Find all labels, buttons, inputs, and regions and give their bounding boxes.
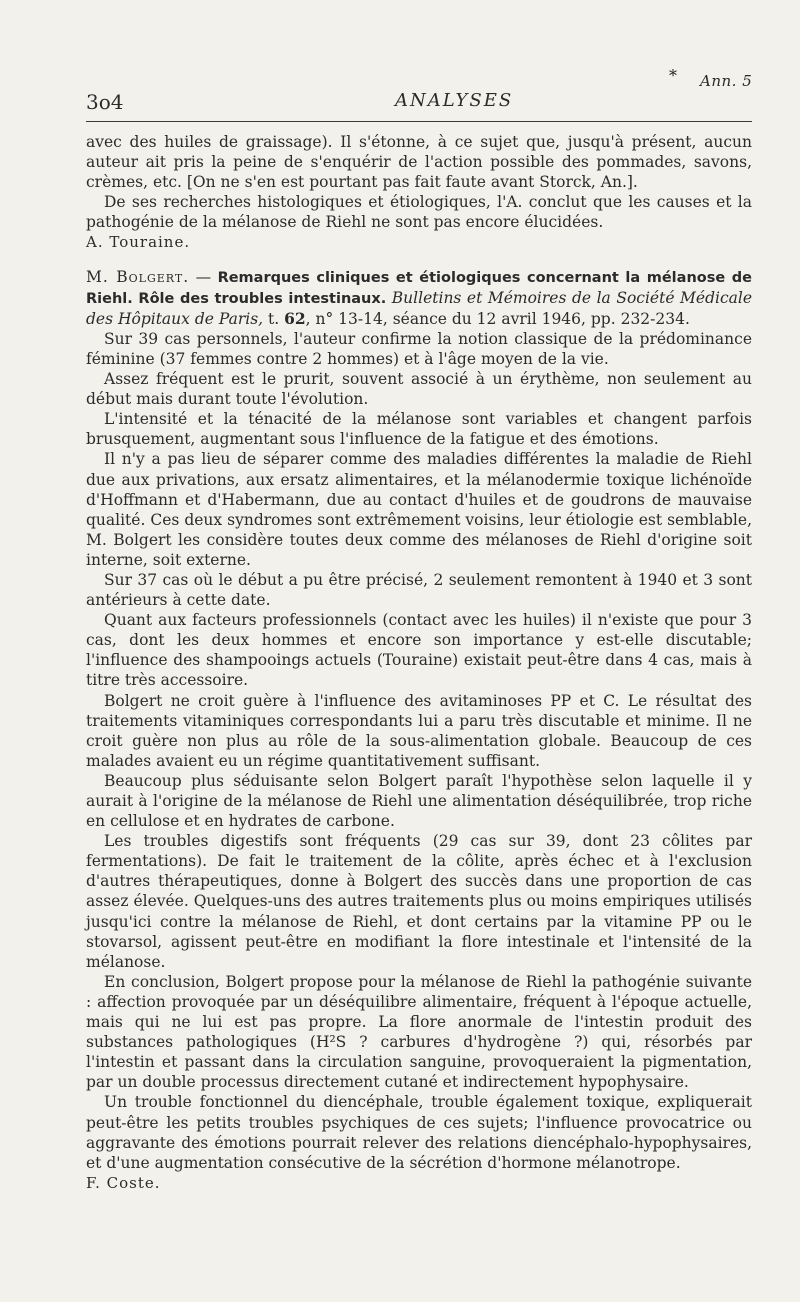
article2-paragraph-4: Il n'y a pas lieu de séparer comme des maladies différentes la maladie de Riehl due aux privations, aux ersatz alimentaires, et la mélanodermie toxique lichénoïde d'Hoffmann et d'Habermann, due au contact d'huiles et de goudrons de mauvaise qualité. Ces deux syndromes sont extrêmement voisins, leur étiologie est semblable, M. Bolgert les considère toutes deux comme des mélanoses de Riehl d'origine soit interne, soit externe. (86, 450, 752, 569)
margin-mark: * (669, 66, 677, 85)
section-gap (86, 253, 752, 267)
article2-paragraph-5: Sur 37 cas où le début a pu être précisé, 2 seulement remontent à 1940 et 3 sont antérieurs à cette date. (86, 570, 752, 610)
page-body (86, 132, 752, 1193)
article1-paragraph-2: De ses recherches histologiques et étiologiques, l'A. conclut que les causes et la pathogénie de la mélanose de Riehl ne sont pas encore élucidées. (86, 193, 752, 232)
article2-dash: — (189, 267, 218, 286)
article2-paragraph-10: En conclusion, Bolgert propose pour la mélanose de Riehl la pathogénie suivante : affection provoquée par un déséquilibre alimentaire, fréquent à l'époque actuelle, mais qui ne lui est pas propre. La flore anormale de l'intestin produit des substances pathologiques (H²S ? carbures d'hydrogène ?) qui, résorbés par l'intestin et passant dans la circulation sanguine, provoqueraient la pigmentation, par un double processus directement cutané et indirectement hypophysaire. (86, 972, 752, 1092)
article1-signature: A. Touraine. (86, 233, 191, 252)
article2-heading (86, 267, 752, 329)
article2-paragraph-1: Sur 39 cas personnels, l'auteur confirme la notion classique de la prédominance féminine (37 femmes contre 2 hommes) et à l'âge moyen de la vie. (86, 329, 752, 368)
page-number: 3o4 (86, 90, 124, 114)
article2-paragraph-11: Un trouble fonctionnel du diencéphale, trouble également toxique, expliquerait peut-être les petits troubles psychiques de ces sujets; l'influence provocatrice ou aggravante des émotions pourrait relever des relations diencéphalo-hypophysaires, et d'une augmentation consécutive de la sécrétion d'hormone mélanotrope. (86, 1093, 752, 1172)
article2-volume: 62 (284, 308, 306, 328)
article2-signature: F. Coste. (86, 1173, 161, 1192)
article2-paragraph-6: Quant aux facteurs professionnels (contact avec les huiles) il n'existe que pour 3 cas, dont les deux hommes et encore son importance y est-elle discutable; l'influence des shampooings actuels (Touraine) existait peut-être dans 4 cas, mais à titre très accessoire. (86, 611, 752, 690)
article2-paragraph-3: L'intensité et la ténacité de la mélanose sont variables et changent parfois brusquement, augmentant sous l'influence de la fatigue et des émotions. (86, 410, 752, 449)
article2-paragraph-9: Les troubles digestifs sont fréquents (29 cas sur 39, dont 23 côlites par fermentations). De fait le traitement de la côlite, après échec et à l'exclusion d'autres thérapeutiques, donne à Bolgert des succès dans une proportion de cas assez élevée. Quelques-uns des autres traitements plus ou moins empiriques utilisés jusqu'ici contre la mélanose de Riehl, et dont certains par la vitamine PP ou le stovarsol, agissent peut-être en modifiant la flore intestinale et l'intensité de la mélanose. (86, 832, 752, 971)
article1-paragraph-1: avec des huiles de graissage). Il s'étonne, à ce sujet que, jusqu'à présent, aucun auteur ait pris la peine de s'enquérir de l'action possible des pommades, savons, crèmes, etc. [On ne s'en est pourtant pas fait faute avant Storck, An.]. (86, 133, 752, 192)
article2-title: Remarques cliniques et étiologiques concernant la mélanose de Riehl. Rôle des troubles intestinaux. (86, 269, 752, 307)
article2-paragraph-7: Bolgert ne croit guère à l'influence des avitaminoses PP et C. Le résultat des traitements vitaminiques correspondants lui a paru très discutable et minime. Il ne croit guère non plus au rôle de la sous-alimentation globale. Beaucoup de ces malades avaient eu un régime quantitativement suffisant. (86, 691, 752, 770)
article2-paragraph-8: Beaucoup plus séduisante selon Bolgert paraît l'hypothèse selon laquelle il y aurait à l'origine de la mélanose de Riehl une alimentation déséquilibrée, trop riche en cellulose et en hydrates de carbone. (86, 771, 752, 831)
article2-citation-post: , n° 13-14, séance du 12 avril 1946, pp. 232-234. (305, 309, 690, 328)
handwritten-annotation: Ann. 5 (700, 72, 753, 90)
running-title: ANALYSES (395, 90, 514, 111)
header-rule (86, 121, 752, 122)
article2-paragraph-2: Assez fréquent est le prurit, souvent associé à un érythème, non seulement au début mais durant toute l'évolution. (86, 370, 752, 409)
article2-source: Bulletins et Mémoires de la Société Médicale des Hôpitaux de Paris, (86, 288, 752, 328)
article2-citation-pre: t. (263, 309, 285, 328)
article2-author: M. Bolgert. (86, 267, 190, 286)
